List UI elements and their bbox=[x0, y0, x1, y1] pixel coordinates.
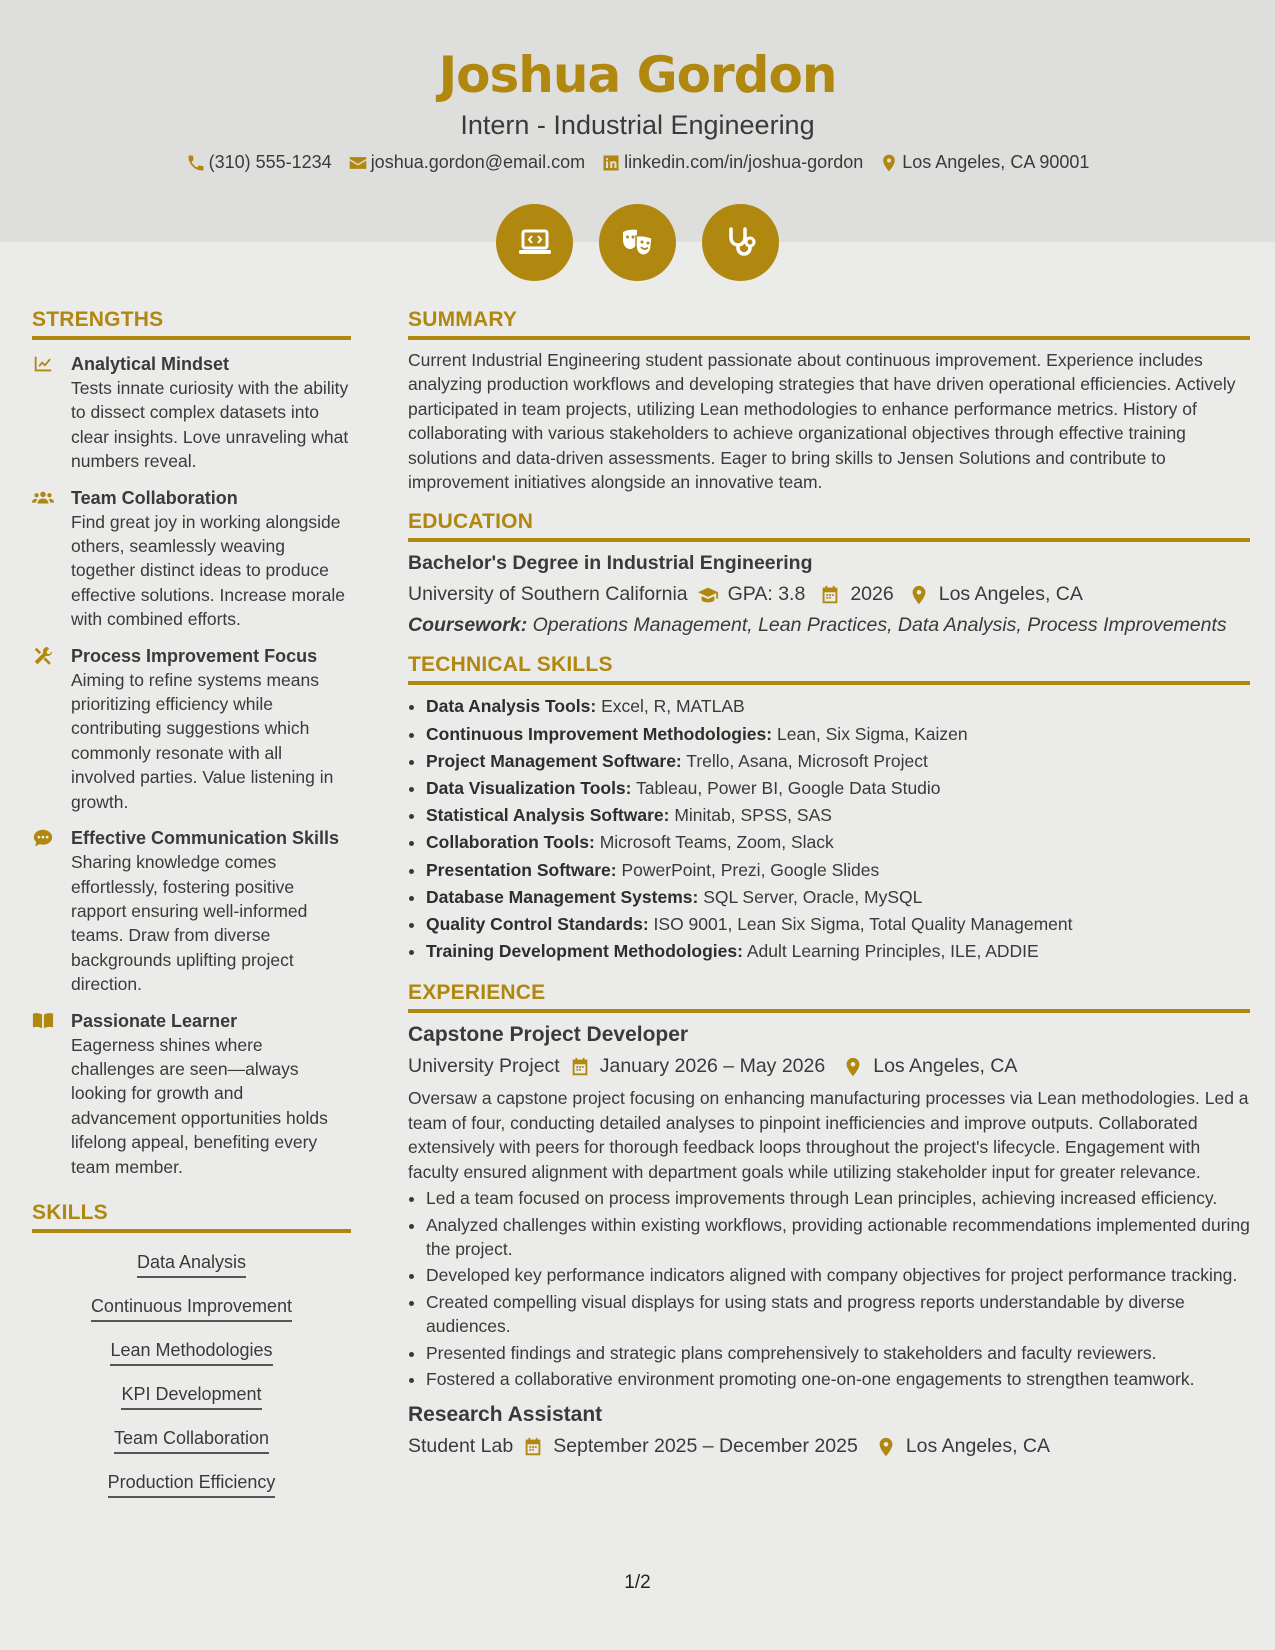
linkedin-icon bbox=[601, 153, 621, 173]
job-bullet: • Analyzed challenges within existing workflows, providing actionable recommendations implemented during the project. bbox=[426, 1213, 1250, 1262]
tech-skill-value: Adult Learning Principles, ILE, ADDIE bbox=[746, 941, 1039, 962]
map-pin-icon bbox=[875, 1436, 897, 1458]
tech-skill-item bbox=[426, 857, 1250, 884]
map-pin-icon bbox=[879, 153, 899, 173]
comment-icon bbox=[32, 827, 54, 849]
job-entry bbox=[408, 1023, 1250, 1391]
skills-heading: SKILLS bbox=[32, 1201, 351, 1233]
job-bullet: • Developed key performance indicators aligned with company objectives for project performance tracking. bbox=[426, 1263, 1250, 1287]
tech-skill-label: Database Management Systems: bbox=[426, 886, 699, 907]
tech-skill-value: Lean, Six Sigma, Kaizen bbox=[776, 723, 968, 744]
tech-skill-item bbox=[426, 721, 1250, 748]
contact-email[interactable] bbox=[348, 152, 585, 173]
strength-desc: Sharing knowledge comes effortlessly, fostering positive rapport ensuring well-informed teams. Draw from diverse backgrounds uplifting project direction. bbox=[71, 852, 308, 995]
technical-skills-list bbox=[408, 693, 1250, 965]
tech-skill-label: Project Management Software: bbox=[426, 750, 682, 771]
strength-title: Process Improvement Focus bbox=[71, 645, 318, 666]
tech-skill-value: PowerPoint, Prezi, Google Slides bbox=[621, 859, 880, 880]
phone-text: (310) 555-1234 bbox=[208, 152, 332, 172]
email-text: joshua.gordon@email.com bbox=[370, 152, 586, 172]
job-title: Research Assistant bbox=[408, 1403, 603, 1427]
envelope-icon bbox=[348, 153, 368, 173]
tech-skill-item bbox=[426, 911, 1250, 938]
job-bullet: • Presented findings and strategic plans comprehensively to stakeholders and faculty reviewers. bbox=[426, 1341, 1250, 1365]
tech-skill-item bbox=[426, 775, 1250, 802]
tech-skill-value: Tableau, Power BI, Google Data Studio bbox=[636, 778, 941, 799]
tech-skill-item bbox=[426, 938, 1250, 965]
skill-tag: Production Efficiency bbox=[108, 1471, 276, 1498]
experience-heading: EXPERIENCE bbox=[408, 981, 1250, 1013]
location-text: Los Angeles, CA 90001 bbox=[902, 152, 1090, 172]
strength-item bbox=[32, 1009, 351, 1179]
summary-text: Current Industrial Engineering student passionate about continuous improvement. Experience includes analyzing production workflows and developing strategies that have driven operational efficiencies. Actively participated in team projects, utilizing Lean methodologies to enhance performance metrics. History of collaborating with various stakeholders to achieve organizational objectives through effective training solutions and data-driven assessments. Eager to bring skills to Jensen Solutions and contribute to improvement initiatives alongside an innovative team. bbox=[408, 350, 1236, 493]
education-location: Los Angeles, CA bbox=[938, 583, 1083, 606]
book-open-icon bbox=[32, 1010, 54, 1032]
tools-icon bbox=[32, 645, 54, 667]
right-column bbox=[408, 308, 1250, 1458]
job-description: Oversaw a capstone project focusing on enhancing manufacturing processes via Lean methodologies. Led a team of four, conducting detailed analyses to pinpoint inefficiencies and improve outputs. Collaborated extensively with peers for thorough feedback loops throughout the project's lifecycle. Engagement with faculty ensured alignment with department goals while utilizing stakeholder input for greater relevance. bbox=[408, 1088, 1249, 1182]
calendar-icon bbox=[569, 1056, 591, 1078]
degree-title: Bachelor's Degree in Industrial Engineering bbox=[408, 552, 813, 575]
contact-phone[interactable] bbox=[186, 152, 332, 173]
coursework-label: Coursework: bbox=[408, 614, 528, 637]
job-bullet: • Created compelling visual displays for using stats and progress reports understandable by diverse audiences. bbox=[426, 1290, 1250, 1339]
job-location: Los Angeles, CA bbox=[873, 1055, 1018, 1078]
tech-skill-value: Trello, Asana, Microsoft Project bbox=[686, 750, 928, 771]
tech-skill-value: Microsoft Teams, Zoom, Slack bbox=[599, 832, 834, 853]
tech-skill-label: Continuous Improvement Methodologies: bbox=[426, 723, 773, 744]
tech-skill-label: Data Analysis Tools: bbox=[426, 696, 597, 717]
job-entry bbox=[408, 1403, 1250, 1458]
map-pin-icon bbox=[842, 1056, 864, 1078]
job-location: Los Angeles, CA bbox=[905, 1435, 1050, 1458]
tech-skill-label: Collaboration Tools: bbox=[426, 832, 595, 853]
coursework-text: Operations Management, Lean Practices, Data Analysis, Process Improvements bbox=[532, 614, 1227, 637]
chart-line-icon bbox=[32, 353, 54, 375]
interest-circle bbox=[702, 204, 779, 281]
skill-tag: KPI Development bbox=[121, 1383, 261, 1410]
contact-bar bbox=[0, 152, 1275, 173]
tech-skill-label: Statistical Analysis Software: bbox=[426, 805, 670, 826]
tech-skill-item bbox=[426, 693, 1250, 720]
skill-tag: Continuous Improvement bbox=[91, 1295, 292, 1322]
strength-item bbox=[32, 826, 351, 996]
candidate-name: Joshua Gordon bbox=[438, 46, 837, 104]
strength-item bbox=[32, 486, 351, 632]
gpa-text: GPA: 3.8 bbox=[727, 583, 806, 606]
contact-location bbox=[879, 152, 1089, 173]
job-bullets bbox=[408, 1186, 1250, 1391]
education-heading: EDUCATION bbox=[408, 510, 1250, 542]
tech-skill-item bbox=[426, 884, 1250, 911]
left-column bbox=[32, 308, 351, 1507]
job-dates: September 2025 – December 2025 bbox=[553, 1435, 858, 1458]
school-name: University of Southern California bbox=[408, 583, 688, 606]
skills-list bbox=[32, 1243, 351, 1507]
graduation-cap-icon bbox=[697, 584, 719, 606]
tech-skill-item bbox=[426, 748, 1250, 775]
job-title: Capstone Project Developer bbox=[408, 1023, 689, 1047]
job-dates: January 2026 – May 2026 bbox=[599, 1055, 826, 1078]
tech-skill-label: Training Development Methodologies: bbox=[426, 941, 743, 962]
tech-skill-label: Presentation Software: bbox=[426, 859, 617, 880]
strength-desc: Aiming to refine systems means prioritizing efficiency while contributing suggestions which commonly resonate with all involved parties. Value listening in growth. bbox=[71, 669, 334, 812]
calendar-icon bbox=[819, 584, 841, 606]
tech-skill-value: Minitab, SPSS, SAS bbox=[674, 805, 832, 826]
job-meta bbox=[408, 1435, 1250, 1458]
interest-icons bbox=[0, 204, 1275, 281]
page-number: 1/2 bbox=[624, 1572, 651, 1593]
tech-skill-item bbox=[426, 802, 1250, 829]
job-org: University Project bbox=[408, 1055, 560, 1078]
strength-item bbox=[32, 644, 351, 814]
phone-icon bbox=[186, 153, 206, 173]
tech-skill-value: Excel, R, MATLAB bbox=[601, 696, 745, 717]
strength-title: Passionate Learner bbox=[71, 1010, 238, 1031]
map-pin-icon bbox=[908, 584, 930, 606]
strength-desc: Tests innate curiosity with the ability to dissect complex datasets into clear insights. Love unraveling what numbers reveal. bbox=[71, 378, 349, 472]
skill-tag: Data Analysis bbox=[137, 1251, 246, 1278]
strength-desc: Find great joy in working alongside others, seamlessly weaving together distinct ideas to produce effective solutions. Increase morale with combined efforts. bbox=[71, 511, 345, 630]
laptop-code-icon bbox=[515, 223, 555, 263]
technical-skills-heading: TECHNICAL SKILLS bbox=[408, 653, 1250, 685]
stethoscope-icon bbox=[721, 223, 761, 263]
interest-circle bbox=[496, 204, 573, 281]
linkedin-text: linkedin.com/in/joshua-gordon bbox=[624, 152, 864, 172]
theater-masks-icon bbox=[618, 223, 658, 263]
users-icon bbox=[32, 487, 54, 509]
strength-item bbox=[32, 352, 351, 474]
tech-skill-label: Quality Control Standards: bbox=[426, 914, 649, 935]
job-bullet: • Fostered a collaborative environment promoting one-on-one engagements to strengthen teamwork. bbox=[426, 1367, 1250, 1391]
tech-skill-value: ISO 9001, Lean Six Sigma, Total Quality Management bbox=[653, 914, 1073, 935]
interest-circle bbox=[599, 204, 676, 281]
tech-skill-label: Data Visualization Tools: bbox=[426, 778, 632, 799]
strength-title: Effective Communication Skills bbox=[71, 828, 340, 849]
education-details bbox=[408, 583, 1250, 606]
strength-title: Team Collaboration bbox=[71, 487, 238, 508]
skill-tag: Team Collaboration bbox=[114, 1427, 269, 1454]
tech-skill-item bbox=[426, 829, 1250, 856]
summary-heading: SUMMARY bbox=[408, 308, 1250, 340]
candidate-role: Intern - Industrial Engineering bbox=[460, 110, 815, 140]
tech-skill-value: SQL Server, Oracle, MySQL bbox=[703, 886, 923, 907]
job-org: Student Lab bbox=[408, 1435, 514, 1458]
graduation-year: 2026 bbox=[850, 583, 894, 606]
contact-linkedin[interactable] bbox=[601, 152, 863, 173]
strength-title: Analytical Mindset bbox=[71, 354, 230, 374]
job-bullet: • Led a team focused on process improvements through Lean principles, achieving increased efficiency. bbox=[426, 1186, 1250, 1210]
skill-tag: Lean Methodologies bbox=[110, 1339, 272, 1366]
strength-desc: Eagerness shines where challenges are seen—always looking for growth and advancement opportunities holds lifelong appeal, benefiting every team member. bbox=[71, 1034, 328, 1177]
strengths-heading: STRENGTHS bbox=[32, 308, 351, 340]
job-meta bbox=[408, 1055, 1250, 1078]
calendar-icon bbox=[522, 1436, 544, 1458]
coursework-line bbox=[408, 614, 1250, 637]
